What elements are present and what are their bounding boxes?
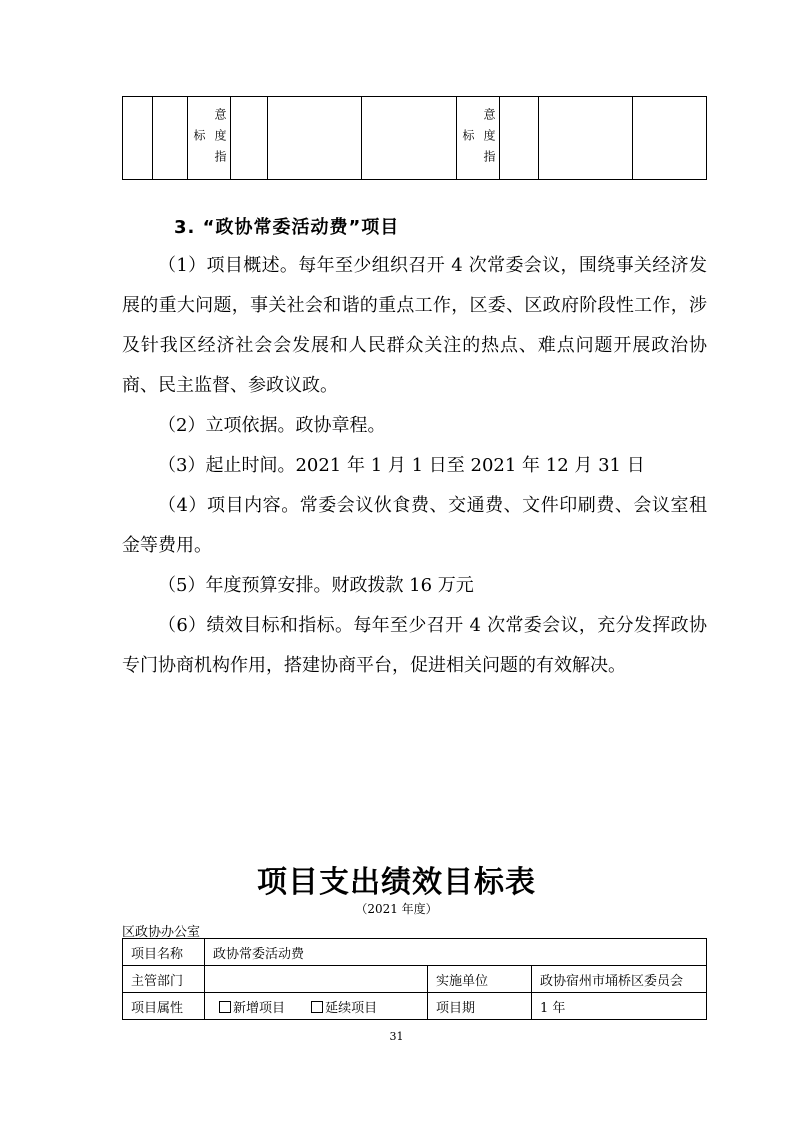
label-implementer: 实施单位 [428, 966, 532, 993]
label-attribute: 项目属性 [123, 993, 205, 1020]
paragraph-targets: （6）绩效目标和指标。每年至少召开 4 次常委会议，充分发挥政协专门协商机构作用，搭建协商平台，促进相关问题的有效解决。 [122, 615, 707, 676]
paragraph-basis: （2）立项依据。政协章程。 [158, 415, 386, 436]
table-cell [362, 97, 457, 180]
table-cell [268, 97, 362, 180]
paragraph-period: （3）起止时间。2021 年 1 月 1 日至 2021 年 12 月 31 日 [158, 455, 645, 476]
value-project-name: 政协常委活动费 [205, 939, 707, 966]
value-implementer: 政协宿州市埇桥区委员会 [532, 966, 707, 993]
table-cell [539, 97, 633, 180]
form-title: 项目支出绩效目标表 [257, 865, 536, 900]
value-attribute [205, 993, 428, 1020]
project-info-table [122, 938, 707, 1020]
indicator-label: 意度指标 [461, 107, 496, 171]
table-row [123, 939, 707, 966]
label-period: 项目期 [428, 993, 532, 1020]
table-cell [153, 97, 188, 180]
option-new-label: 新增项目 [233, 1000, 286, 1016]
value-period: 1 年 [532, 993, 707, 1020]
label-project-name: 项目名称 [123, 939, 205, 966]
paragraph-budget: （5）年度预算安排。财政拨款 16 万元 [158, 575, 474, 596]
body-text [122, 246, 707, 686]
table-cell [123, 97, 153, 180]
table-cell [500, 97, 539, 180]
table-cell-indicator [457, 97, 500, 180]
paragraph-content: （4）项目内容。常委会议伙食费、交通费、文件印刷费、会议室租金等费用。 [122, 495, 707, 556]
table-cell [231, 97, 268, 180]
section-heading: 3. “政协常委活动费”项目 [174, 217, 400, 238]
option-continued-label: 延续项目 [325, 1000, 378, 1016]
table-row [123, 966, 707, 993]
value-department [205, 966, 428, 993]
table-cell [633, 97, 707, 180]
page-number: 31 [389, 1030, 404, 1043]
paragraph-overview: （1）项目概述。每年至少组织召开 4 次常委会议，围绕事关经济发展的重大问题，事关社会和谐的重点工作，区委、区政府阶段性工作，涉及针我区经济社会会发展和人民群众关注的热点、难点问题开展政治协商、民主监督、参政议政。 [122, 255, 707, 396]
checkbox-continued[interactable] [311, 1001, 323, 1013]
table-cell-indicator [188, 97, 231, 180]
form-org: 区政协办公室 [122, 925, 201, 940]
previous-table-fragment [122, 96, 707, 180]
label-department: 主管部门 [123, 966, 205, 993]
indicator-label: 意度指标 [192, 107, 227, 171]
checkbox-new[interactable] [219, 1001, 231, 1013]
form-subtitle: （2021 年度） [355, 902, 438, 916]
table-row [123, 993, 707, 1020]
